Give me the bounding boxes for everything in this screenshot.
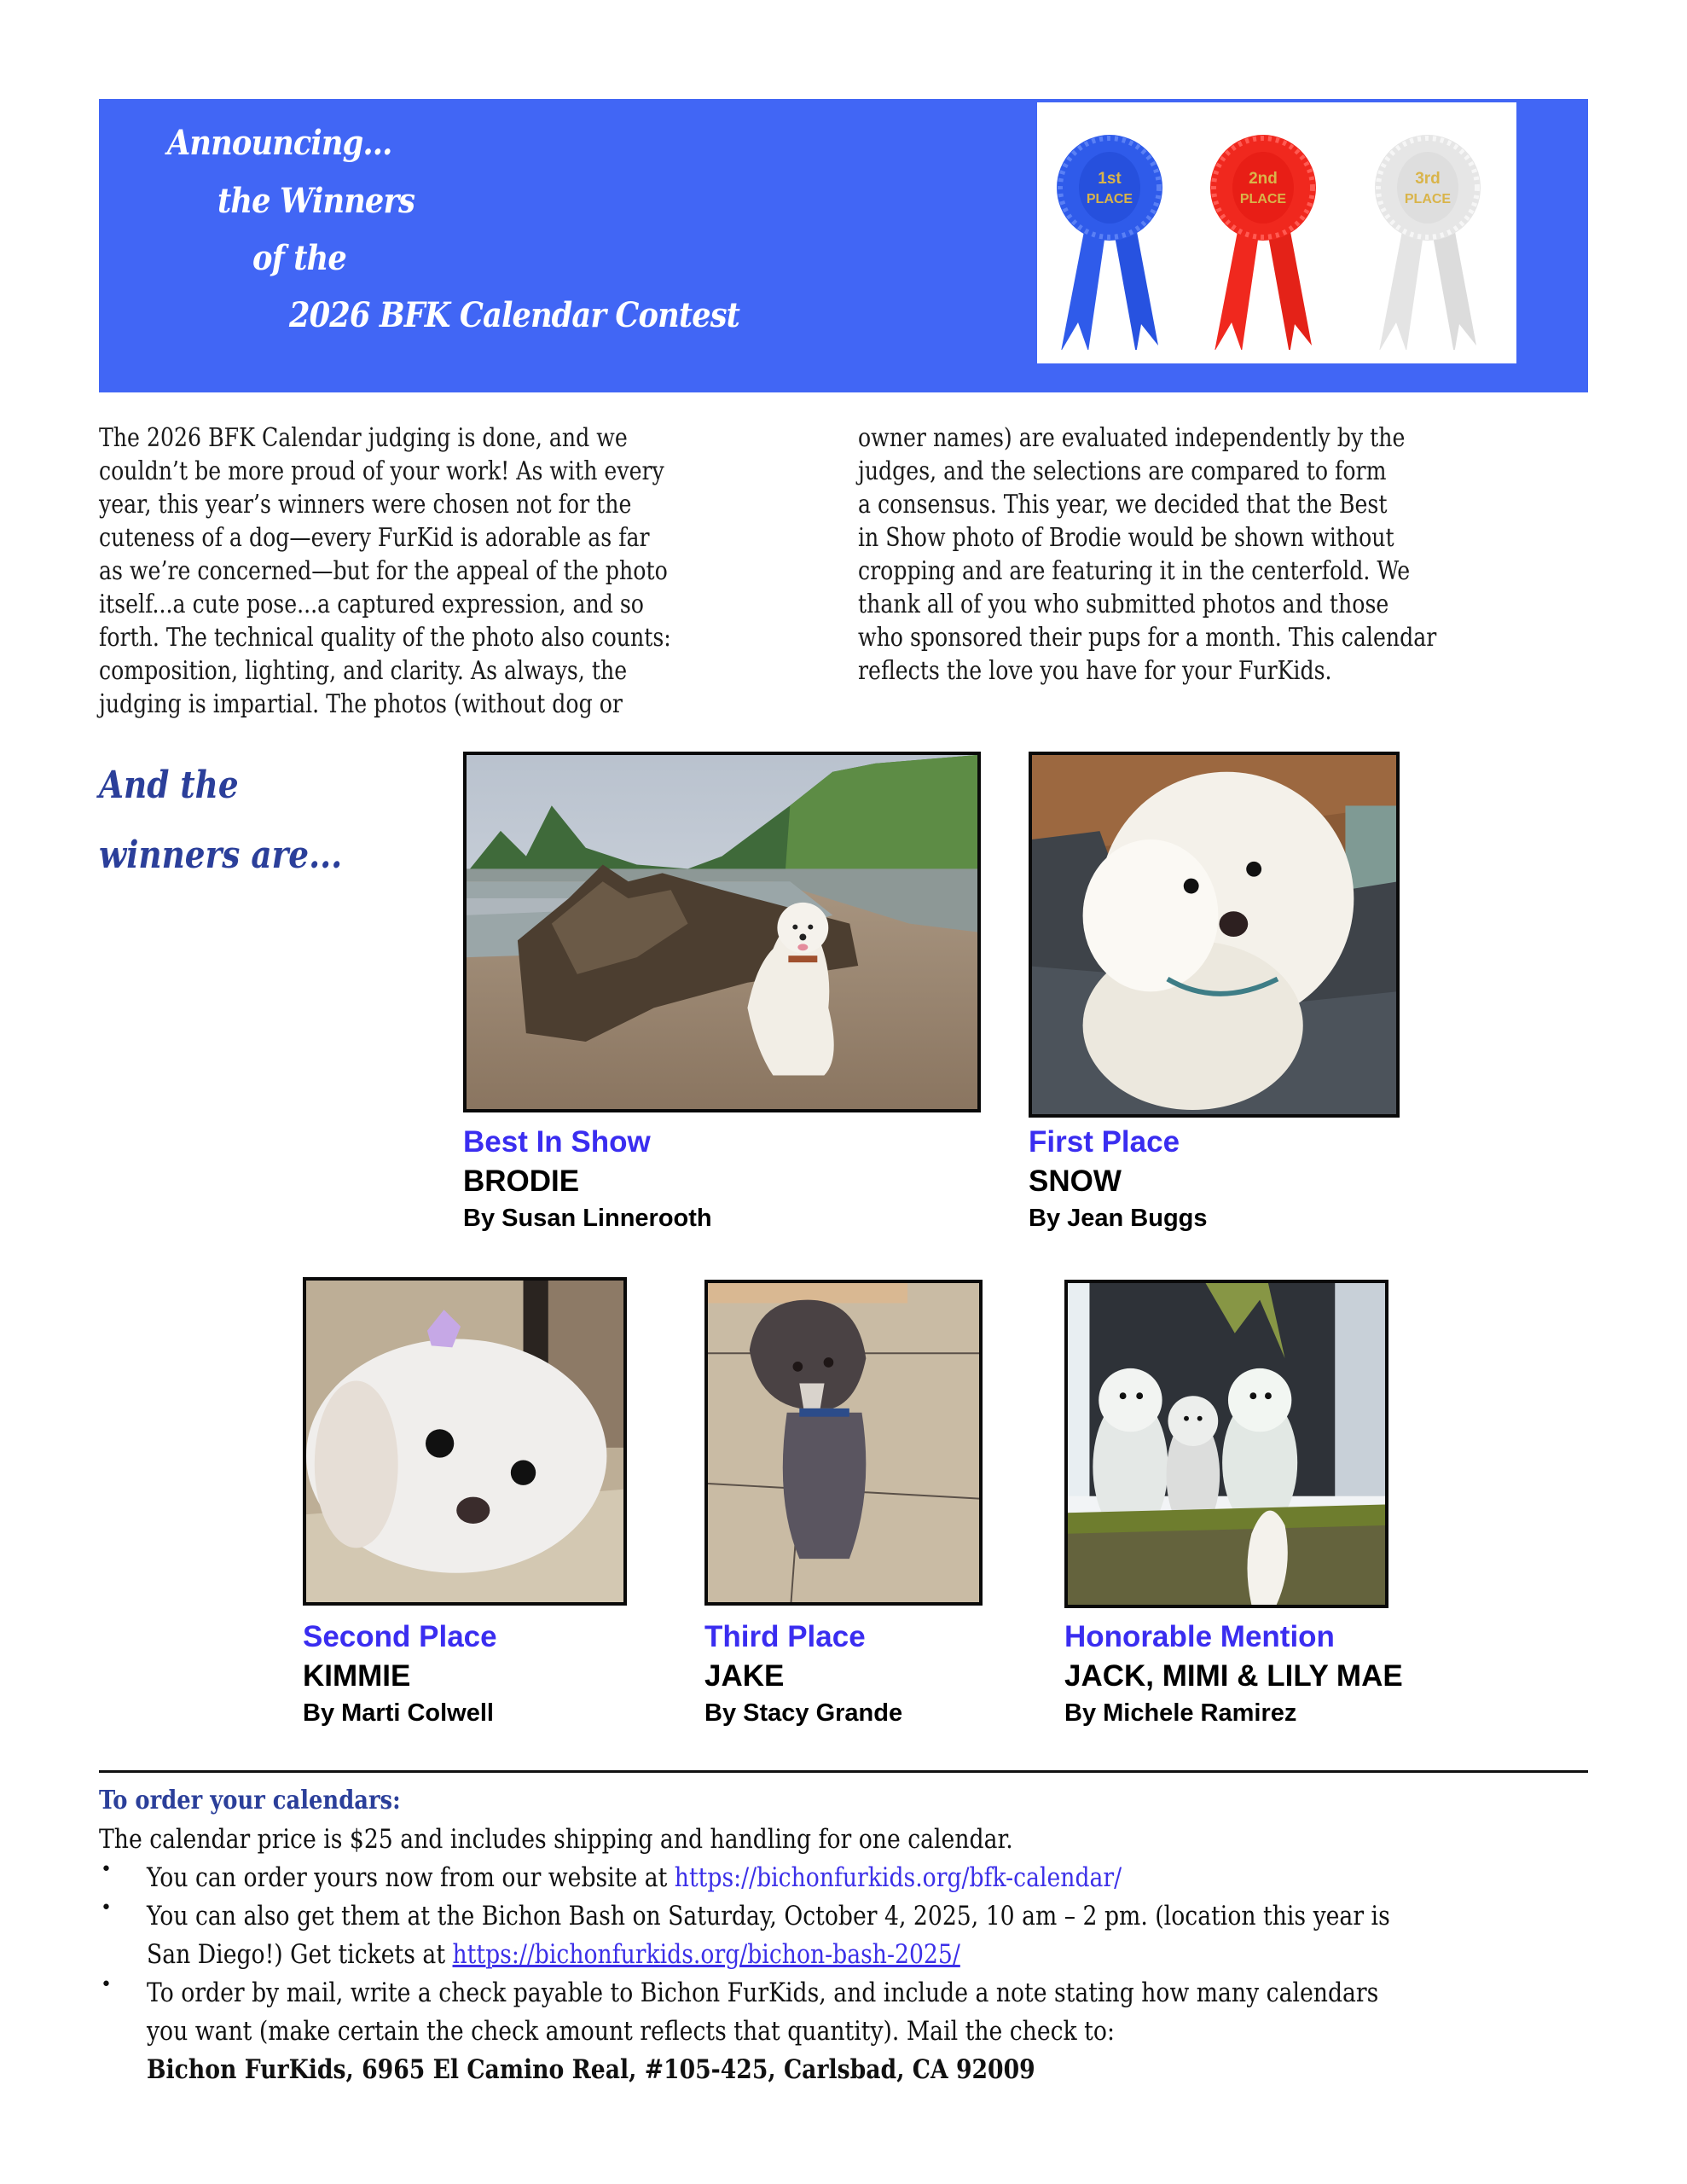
price-line: The calendar price is $25 and includes shipping and handling for one calendar. — [99, 1824, 1013, 1855]
owner-name: By Jean Buggs — [1029, 1205, 1208, 1232]
svg-text:2nd: 2nd — [1249, 170, 1278, 188]
award-title: Honorable Mention — [1064, 1620, 1335, 1653]
banner-title-line-4: 2026 BFK Calendar Contest — [289, 295, 740, 335]
intro-line: a consensus. This year, we decided that the Best — [858, 490, 1388, 520]
intro-line: judging is impartial. The photos (without dog or — [99, 689, 623, 719]
owner-name: By Marti Colwell — [303, 1699, 494, 1727]
dog-name: SNOW — [1029, 1165, 1122, 1198]
winner-caption-first-place — [1029, 1123, 1208, 1235]
ribbons-image — [1037, 102, 1516, 363]
intro-line: itself...a cute pose...a captured expression, and so — [99, 590, 644, 619]
banner-title-line-1: Announcing... — [167, 123, 392, 163]
intro-column-right — [858, 421, 1591, 688]
section-divider — [99, 1770, 1588, 1773]
intro-line: forth. The technical quality of the photo also counts: — [99, 623, 671, 653]
winner-caption-second-place — [303, 1618, 497, 1730]
owner-name: By Michele Ramirez — [1064, 1699, 1297, 1727]
intro-line: judges, and the selections are compared to form — [858, 456, 1387, 486]
bullet-icon: • — [101, 1897, 112, 1919]
calendar-website-link[interactable]: https://bichonfurkids.org/bfk-calendar/ — [674, 1862, 1122, 1893]
intro-column-left — [99, 421, 807, 721]
order-heading: To order your calendars: — [99, 1786, 401, 1815]
owner-name: By Stacy Grande — [704, 1699, 903, 1727]
bullet-line: You can also get them at the Bichon Bash on Saturday, October 4, 2025, 10 am – 2 pm. (location this year is — [147, 1901, 1390, 1931]
intro-line: composition, lighting, and clarity. As always, the — [99, 656, 628, 686]
intro-line: as we’re concerned—but for the appeal of the photo — [99, 556, 668, 586]
bullet-line: To order by mail, write a check payable to Bichon FurKids, and include a note stating how many calendars — [147, 1978, 1379, 2008]
bullet-line — [147, 1936, 1396, 1974]
bullet-line — [147, 1859, 1396, 1897]
intro-line: cuteness of a dog—every FurKid is adorable as far — [99, 523, 650, 553]
bullet-mail-order — [99, 1974, 1600, 2089]
award-title: Best In Show — [463, 1125, 651, 1159]
intro-line: thank all of you who submitted photos and those — [858, 590, 1389, 619]
intro-line: The 2026 BFK Calendar judging is done, and we — [99, 423, 628, 453]
winner-caption-third-place — [704, 1618, 902, 1730]
owner-name: By Susan Linnerooth — [463, 1205, 712, 1232]
order-bullets — [99, 1859, 1600, 2089]
best-in-show-photo — [463, 752, 981, 1112]
bullet-icon: • — [101, 1974, 112, 1995]
honorable-mention-photo — [1064, 1280, 1388, 1608]
intro-line: in Show photo of Brodie would be shown without — [858, 523, 1394, 553]
intro-line: year, this year’s winners were chosen not for the — [99, 490, 632, 520]
banner-title-line-3: of the — [252, 238, 346, 278]
award-title: First Place — [1029, 1125, 1180, 1159]
first-place-photo — [1029, 752, 1400, 1118]
bichon-bash-tickets-link[interactable]: https://bichonfurkids.org/bichon-bash-2025/ — [452, 1939, 960, 1970]
dog-name: BRODIE — [463, 1165, 580, 1198]
award-title: Third Place — [704, 1620, 866, 1653]
intro-line: reflects the love you have for your FurKids. — [858, 656, 1332, 686]
winners-heading-line-2: winners are... — [99, 834, 343, 877]
third-place-ribbon-icon — [1372, 128, 1483, 350]
dog-name: JAKE — [704, 1659, 785, 1693]
svg-text:1st: 1st — [1098, 170, 1122, 188]
bullet-text: San Diego!) Get tickets at — [147, 1939, 453, 1970]
order-section — [99, 1781, 1600, 2089]
intro-line: cropping and are featuring it in the centerfold. We — [858, 556, 1411, 586]
winners-heading — [99, 751, 385, 891]
dog-name: JACK, MIMI & LILY MAE — [1064, 1659, 1403, 1693]
svg-text:PLACE: PLACE — [1086, 192, 1133, 206]
first-place-ribbon-icon — [1054, 128, 1165, 350]
third-place-photo — [704, 1280, 983, 1606]
svg-text:PLACE: PLACE — [1239, 192, 1287, 206]
winner-caption-honorable-mention — [1064, 1618, 1403, 1730]
svg-text:3rd: 3rd — [1415, 170, 1441, 188]
banner-title-line-2: the Winners — [217, 181, 415, 221]
bullet-icon: • — [101, 1859, 112, 1880]
bullet-website — [99, 1859, 1600, 1897]
intro-line: owner names) are evaluated independently by the — [858, 423, 1406, 453]
second-place-photo — [303, 1277, 627, 1606]
mailing-address: Bichon FurKids, 6965 El Camino Real, #105-425, Carlsbad, CA 92009 — [147, 2054, 1035, 2085]
intro-line: who sponsored their pups for a month. This calendar — [858, 623, 1437, 653]
header-banner — [99, 99, 1588, 392]
intro-line: couldn’t be more proud of your work! As with every — [99, 456, 664, 486]
svg-text:PLACE: PLACE — [1404, 192, 1452, 206]
bullet-text: You can order yours now from our website at — [147, 1862, 675, 1893]
award-title: Second Place — [303, 1620, 497, 1653]
winner-caption-best-in-show — [463, 1123, 712, 1235]
second-place-ribbon-icon — [1208, 128, 1319, 350]
dog-name: KIMMIE — [303, 1659, 411, 1693]
winners-heading-line-1: And the — [99, 764, 239, 807]
bullet-line: you want (make certain the check amount reflects that quantity). Mail the check to: — [147, 2016, 1115, 2047]
bullet-bichon-bash — [99, 1897, 1600, 1974]
